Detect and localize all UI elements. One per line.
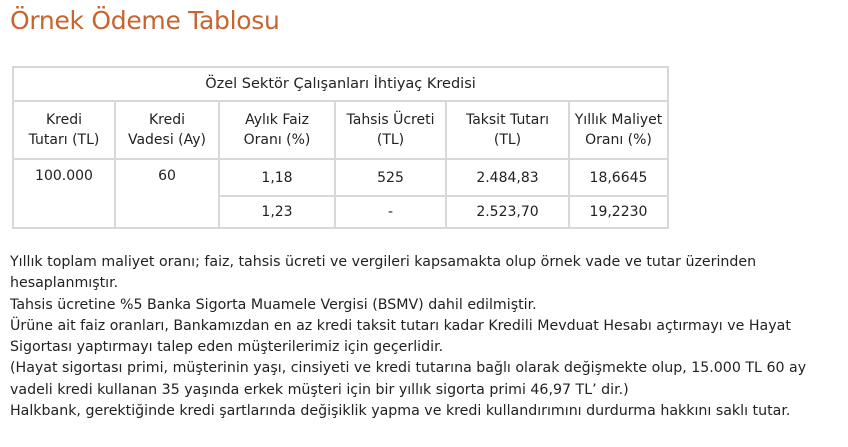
header-monthly-rate xyxy=(219,101,335,159)
header-loan-amount xyxy=(13,101,115,159)
payment-table xyxy=(12,66,669,229)
table-header-row xyxy=(13,101,668,159)
header-monthly-rate-line1: Aylık Faiz xyxy=(245,112,309,128)
header-installment-line1: Taksit Tutarı xyxy=(465,112,550,128)
note-bsmv: Tahsis ücretine %5 Banka Sigorta Muamele Vergisi (BSMV) dahil edilmiştir. xyxy=(10,296,537,313)
header-loan-term-line2: Vadesi (Ay) xyxy=(127,132,207,148)
note-life-insurance: (Hayat sigortası primi, müşterinin yaşı, cinsiyeti ve kredi tutarına bağlı olarak değişmekte olup, 15.000 TL 60 ay vadeli kredi kullanan 35 yaşında erkek müşteri için bir yıllık sigorta primi 46,97 TL’ dir.) xyxy=(10,360,807,398)
cell-loan-term: 60 xyxy=(115,159,219,228)
cell-monthly-rate: 1,18 xyxy=(219,159,335,196)
header-loan-amount-line1: Kredi xyxy=(45,112,83,128)
header-allocation-fee xyxy=(335,101,446,159)
cell-installment: 2.523,70 xyxy=(446,196,569,228)
cell-allocation-fee: - xyxy=(335,196,446,228)
cell-annual-cost: 18,6645 xyxy=(569,159,668,196)
header-annual-cost-line2: Oranı (%) xyxy=(585,132,652,148)
header-loan-amount-line2: Tutarı (TL) xyxy=(28,132,100,148)
notes-section xyxy=(10,252,840,422)
note-rate-conditions: Ürüne ait faiz oranları, Bankamızdan en az kredi taksit tutarı kadar Kredili Mevduat Hesabı açtırmayı ve Hayat Sigortası yaptırmayı talep eden müşterilerimiz için geçerlidir. xyxy=(10,317,791,356)
header-annual-cost xyxy=(569,101,668,159)
header-allocation-fee-line1: Tahsis Ücreti xyxy=(346,112,435,128)
note-annual-cost: Yıllık toplam maliyet oranı; faiz, tahsis ücreti ve vergileri kapsamakta olup örnek vade ve tutar üzerinden hesaplanmıştır. xyxy=(10,254,757,292)
header-annual-cost-line1: Yıllık Maliyet xyxy=(574,112,663,128)
page-title: Örnek Ödeme Tablosu xyxy=(10,6,280,35)
header-monthly-rate-line2: Oranı (%) xyxy=(243,132,311,148)
cell-installment: 2.484,83 xyxy=(446,159,569,196)
header-installment xyxy=(446,101,569,159)
header-loan-term-line1: Kredi xyxy=(148,112,186,128)
header-installment-line2: (TL) xyxy=(493,132,522,148)
table-caption: Özel Sektör Çalışanları İhtiyaç Kredisi xyxy=(13,67,668,101)
cell-annual-cost: 19,2230 xyxy=(569,196,668,228)
cell-monthly-rate: 1,23 xyxy=(219,196,335,228)
cell-loan-amount: 100.000 xyxy=(13,159,115,228)
header-allocation-fee-line2: (TL) xyxy=(376,132,405,148)
table-row xyxy=(13,159,668,196)
header-loan-term xyxy=(115,101,219,159)
note-disclaimer: Halkbank, gerektiğinde kredi şartlarında değişiklik yapma ve kredi kullandırımını durdurma hakkını saklı tutar. xyxy=(10,403,791,420)
cell-allocation-fee: 525 xyxy=(335,159,446,196)
